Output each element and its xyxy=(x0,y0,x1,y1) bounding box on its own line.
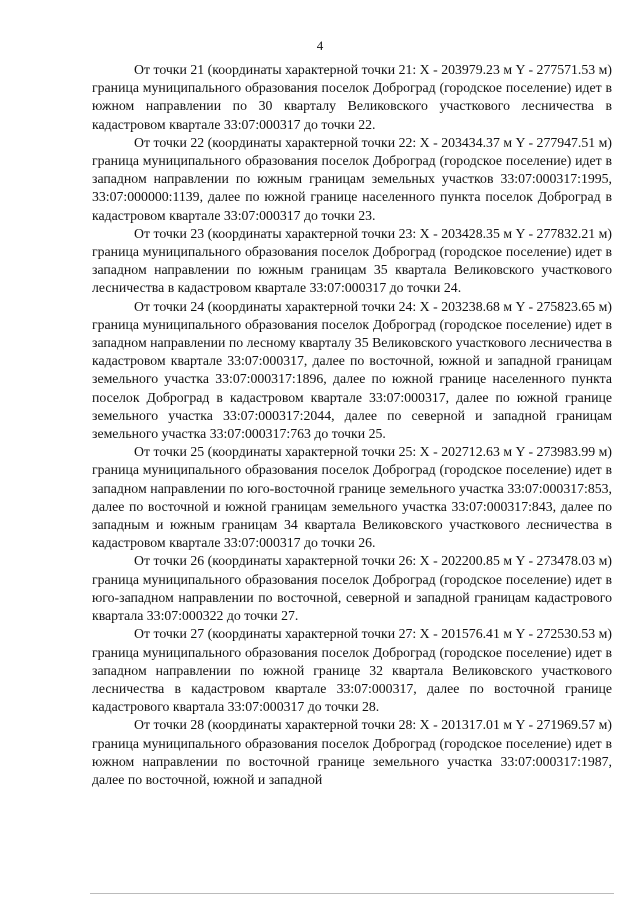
paragraph-point-25: От точки 25 (координаты характерной точки 25: X - 202712.63 м Y - 273983.99 м) граница муниципального образования поселок Доброград (городское поселение) идет в западном направлении по юго-восточной границе земельного участка 33:07:000317:853, далее по восточной и южной границам земельного участка 33:07:000317:843, далее по западным и южным границам 34 квартала Великовского участкового лесничества в кадастровом квартале 33:07:000317 до точки 26. xyxy=(92,444,612,551)
bottom-divider xyxy=(90,893,614,894)
paragraph-point-21: От точки 21 (координаты характерной точки 21: X - 203979.23 м Y - 277571.53 м) граница муниципального образования поселок Доброград (городское поселение) идет в южном направлении по 30 кварталу Великовского участкового лесничества в кадастровом квартале 33:07:000317 до точки 22. xyxy=(92,62,612,132)
paragraph-point-28: От точки 28 (координаты характерной точки 28: X - 201317.01 м Y - 271969.57 м) граница муниципального образования поселок Доброград (городское поселение) идет в южном направлении по восточной границе земельного участка 33:07:000317:1987, далее по восточной, южной и западной xyxy=(92,717,612,787)
paragraph-point-27: От точки 27 (координаты характерной точки 27: X - 201576.41 м Y - 272530.53 м) граница муниципального образования поселок Доброград (городское поселение) идет в западном направлении по южной границе 32 квартала Великовского участкового лесничества в кадастровом квартале 33:07:000317, далее по восточной границе кадастрового квартала 33:07:000317 до точки 28. xyxy=(92,626,612,715)
paragraph-point-22: От точки 22 (координаты характерной точки 22: X - 203434.37 м Y - 277947.51 м) граница муниципального образования поселок Доброград (городское поселение) идет в западном направлении по южным границам земельных участков 33:07:000317:1995, 33:07:000000:1139, далее по южной границе населенного пункта поселок Доброград в кадастровом квартале 33:07:000317 до точки 23. xyxy=(92,134,612,223)
paragraph-point-26: От точки 26 (координаты характерной точки 26: X - 202200.85 м Y - 273478.03 м) граница муниципального образования поселок Доброград (городское поселение) идет в юго-западном направлении по восточной, северной и западной границам кадастрового квартала 33:07:000322 до точки 27. xyxy=(92,553,612,624)
document-body xyxy=(92,61,612,789)
page-number: 4 xyxy=(316,38,324,53)
paragraph-point-23: От точки 23 (координаты характерной точки 23: X - 203428.35 м Y - 277832.21 м) граница муниципального образования поселок Доброград (городское поселение) идет в западном направлении по южным границам 35 квартала Великовского участкового лесничества в кадастровом квартале 33:07:000317 до точки 24. xyxy=(92,225,612,296)
paragraph-point-24: От точки 24 (координаты характерной точки 24: X - 203238.68 м Y - 275823.65 м) граница муниципального образования поселок Доброград (городское поселение) идет в западном направлении по лесному кварталу 35 Великовского участкового лесничества в кадастровом квартале 33:07:000317, далее по восточной, южной и западной границам земельного участка 33:07:000317:1896, далее по южной границе населенного пункта поселок Доброград в кадастровом квартале 33:07:000317, далее по южной границе земельного участка 33:07:000317:2044, далее по северной и западной границам земельного участка 33:07:000317:763 до точки 25. xyxy=(92,298,612,442)
